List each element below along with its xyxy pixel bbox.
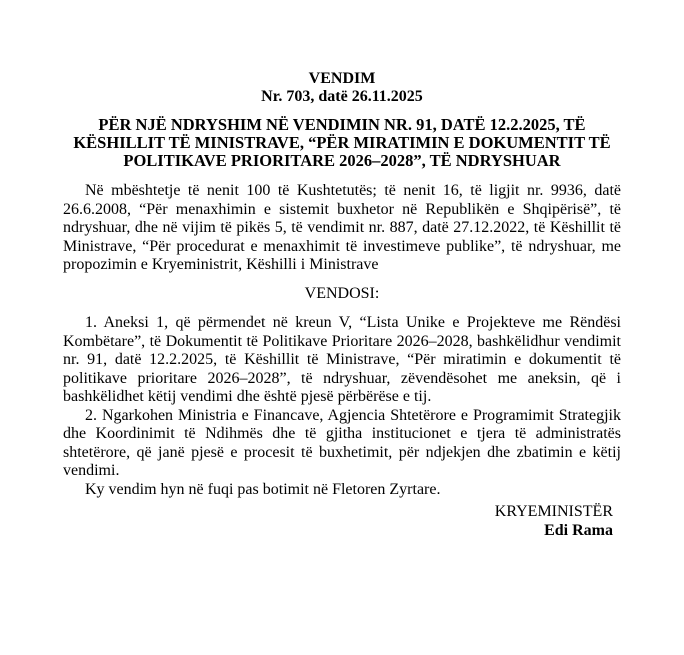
decision-subject-heading: PËR NJË NDRYSHIM NË VENDIMIN NR. 91, DATË 12.2.2025, TË KËSHILLIT TË MINISTRAVE, “PËR MIRATIMIN E DOKUMENTIT TË POLITIKAVE PRIORITARE 2026–2028”, TË NDRYSHUAR — [73, 115, 611, 170]
decision-title-block — [63, 70, 621, 106]
decision-item-1: 1. Aneksi 1, që përmendet në kreun V, “Lista Unike e Projekteve me Rëndësi Kombëtare”, të Dokumentit të Politikave Prioritare 2026–2028, bashkëlidhur vendimit nr. 91, datë 12.2.2025, të Këshillit të Ministrave, “Për miratimin e dokumentit të politikave prioritare 2026–2028”, të ndryshuar, zëvendësohet me aneksin, që i bashkëlidhet këtij vendimi dhe është pjesë përbërëse e tij. — [63, 314, 621, 406]
decision-operative-heading: VENDOSI: — [304, 284, 380, 302]
decision-number-date: Nr. 703, datë 26.11.2025 — [261, 88, 423, 105]
signature-block — [63, 503, 621, 540]
signature-name: Edi Rama — [544, 521, 613, 539]
decision-title: VENDIM — [308, 70, 376, 87]
preamble-paragraph: Në mbështetje të nenit 100 të Kushtetutës; të nenit 16, të ligjit nr. 9936, datë 26.6.2008, “Për menaxhimin e sistemit buxhetor në Republikën e Shqipërisë”, të ndryshuar, dhe në vijim të pikës 5, të vendimit nr. 887, datë 27.12.2022, të Këshillit të Ministrave, “Për procedurat e menaxhimit të investimeve publike”, të ndryshuar, me propozimin e Kryeministrit, Këshilli i Ministrave — [63, 182, 621, 274]
entry-into-force-line: Ky vendim hyn në fuqi pas botimit në Fletoren Zyrtare. — [85, 480, 441, 498]
decision-item-2: 2. Ngarkohen Ministria e Financave, Agjencia Shtetërore e Programimit Strategjik dhe Koordinimit të Ndihmës dhe të gjitha institucionet e tjera të administratës shtetërore, që janë pjesë e procesit të buxhetimit, për ndjekjen dhe zbatimin e këtij vendimi. — [63, 406, 621, 480]
signature-role: KRYEMINISTËR — [494, 503, 613, 521]
